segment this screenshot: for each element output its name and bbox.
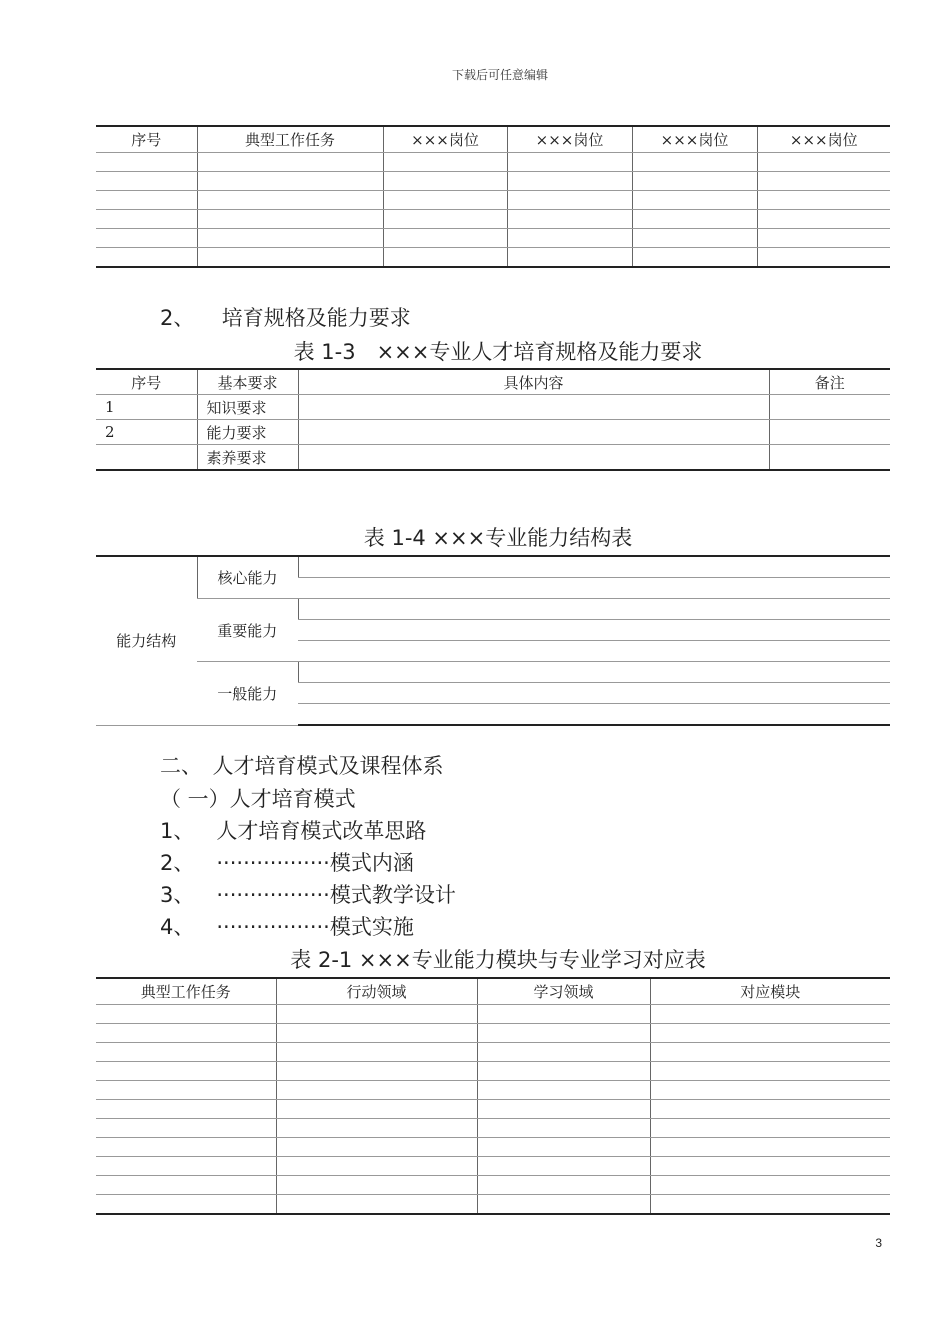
table-row [96,153,890,172]
table-row [96,420,890,445]
table-line [298,556,890,578]
table-row [96,1176,890,1195]
page-number: 3 [875,1236,882,1250]
table-header-cell: 具体内容 [298,369,769,395]
table-row [96,1195,890,1215]
table-header-cell: 学习领域 [477,978,650,1005]
list-item [160,911,414,941]
table-row [96,210,890,229]
table-row [96,1157,890,1176]
table21-caption: 表 2-1 ×××专业能力模块与专业学习对应表 [290,948,706,972]
spec-table [96,368,890,471]
table-line [298,599,890,620]
row-number [96,445,197,471]
list-item-text: ·················模式实施 [216,915,414,939]
table-header-cell: 基本要求 [197,369,298,395]
row-requirement: 素养要求 [197,445,298,471]
table14-caption: 表 1-4 ×××专业能力结构表 [363,526,633,550]
table-header-cell: 序号 [96,369,197,395]
table-header-cell: ×××岗位 [507,126,632,153]
list-item-text: ·················模式教学设计 [216,883,456,907]
table-header-row [96,978,890,1005]
table-row [96,172,890,191]
list-item [160,847,414,877]
table-row [96,1138,890,1157]
table-line [298,704,890,726]
table-line [298,620,890,641]
section-text: 培育规格及能力要求 [221,306,411,330]
table-row [96,1024,890,1043]
ability-group-important: 重要能力 [197,599,298,662]
job-task-table [96,125,890,268]
list-item-text: 人才培育模式改革思路 [216,819,427,843]
list-item [160,815,426,845]
table-row [96,1062,890,1081]
table-header-cell: 行动领域 [276,978,477,1005]
row-requirement: 知识要求 [197,395,298,420]
subsection-heading: （ 一）人才培育模式 [160,787,356,811]
list-item-number: 2、 [160,851,195,875]
table-row [96,1081,890,1100]
table-row [96,248,890,268]
list-item-number: 4、 [160,915,195,939]
table-row [96,229,890,248]
table-row [96,395,890,420]
row-number: 1 [96,395,197,420]
table-header-cell: 典型工作任务 [96,978,276,1005]
table-row [96,1100,890,1119]
table-header-cell: 备注 [769,369,890,395]
header-note: 下载后可任意编辑 [451,68,548,82]
ability-structure-table [96,555,890,726]
table-row [96,1005,890,1024]
table-header-cell: 序号 [96,126,197,153]
table-line [298,662,890,683]
ability-group-general: 一般能力 [197,662,298,726]
table-header-cell: 对应模块 [650,978,890,1005]
ability-structure-label: 能力结构 [96,556,197,725]
module-mapping-table [96,977,890,1215]
table-row [96,1119,890,1138]
table-line [298,683,890,704]
list-item-number: 1、 [160,819,195,843]
table-header-row [96,126,890,153]
list-item-text: ·················模式内涵 [216,851,414,875]
section-heading [160,302,411,332]
table-header-cell: ×××岗位 [632,126,757,153]
chapter-heading: 二、 人才培育模式及课程体系 [160,754,444,778]
table-row [96,191,890,210]
section-number: 2、 [160,306,195,330]
table-line [298,641,890,662]
table-row [96,445,890,471]
table-header-cell: ×××岗位 [383,126,507,153]
table-line [298,578,890,599]
table13-caption: 表 1-3 ×××专业人才培育规格及能力要求 [293,340,703,364]
row-number: 2 [96,420,197,445]
table-row [96,1043,890,1062]
table-header-row [96,369,890,395]
row-requirement: 能力要求 [197,420,298,445]
table-header-cell: 典型工作任务 [197,126,383,153]
list-item [160,879,456,909]
ability-group-core: 核心能力 [197,556,298,599]
table-header-cell: ×××岗位 [757,126,890,153]
list-item-number: 3、 [160,883,195,907]
